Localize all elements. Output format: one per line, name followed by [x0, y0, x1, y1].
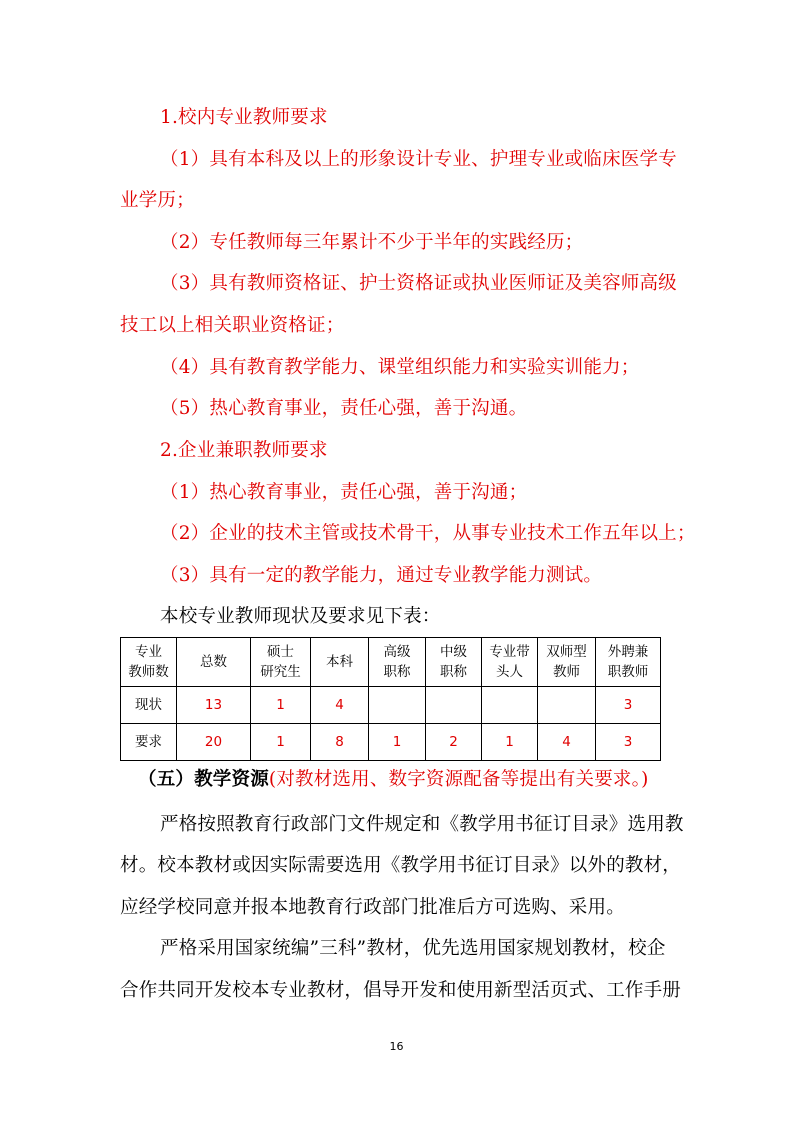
requirement-item: （1）热心教育事业，责任心强，善于沟通；	[160, 482, 528, 503]
section-note: (对教材选用、数字资源配备等提出有关要求。)	[268, 769, 649, 790]
table-cell: 4	[311, 687, 369, 724]
teacher-staff-table	[120, 637, 661, 761]
table-cell: 13	[177, 687, 251, 724]
requirement-item: （2）专任教师每三年累计不少于半年的实践经历；	[160, 232, 584, 253]
requirement-item: （5）热心教育事业，责任心强，善于沟通。	[160, 398, 528, 419]
table-row-required	[121, 724, 661, 761]
body-paragraph-line: 材。校本教材或因实际需要选用《教学用书征订目录》以外的教材，	[120, 855, 682, 876]
header-cell: 专业 教师数	[121, 638, 177, 687]
row-label: 要求	[121, 724, 177, 761]
header-cell: 专业带 头人	[482, 638, 538, 687]
requirement-item-continued: 业学历；	[120, 190, 195, 211]
table-header-row	[121, 638, 661, 687]
header-cell: 双师型 教师	[538, 638, 596, 687]
requirement-item: （4）具有教育教学能力、课堂组织能力和实验实训能力；	[160, 357, 640, 378]
page-number: 16	[389, 1040, 404, 1053]
header-cell: 硕士 研究生	[251, 638, 311, 687]
section-title: （五）教学资源	[138, 769, 269, 790]
header-cell: 外聘兼 职教师	[596, 638, 661, 687]
table-cell	[538, 687, 596, 724]
requirement-item-continued: 技工以上相关职业资格证；	[120, 315, 345, 336]
requirement-item: （1）具有本科及以上的形象设计专业、护理专业或临床医学专	[160, 149, 677, 170]
header-cell: 中级 职称	[426, 638, 482, 687]
requirement-item: （2）企业的技术主管或技术骨干，从事专业技术工作五年以上；	[160, 523, 696, 544]
requirement-item: （3）具有一定的教学能力，通过专业教学能力测试。	[160, 565, 603, 586]
header-cell: 总数	[177, 638, 251, 687]
body-paragraph-line: 严格采用国家统编”三科”教材，优先选用国家规划教材，校企	[160, 938, 666, 959]
table-cell: 20	[177, 724, 251, 761]
table-row-current	[121, 687, 661, 724]
table-cell: 3	[596, 724, 661, 761]
table-cell: 1	[482, 724, 538, 761]
body-paragraph-line: 严格按照教育行政部门文件规定和《教学用书征订目录》选用教	[160, 814, 684, 835]
header-cell: 高级 职称	[369, 638, 426, 687]
subheading-school-teachers: 1.校内专业教师要求	[160, 107, 328, 128]
header-cell: 本科	[311, 638, 369, 687]
table-cell: 1	[369, 724, 426, 761]
table-cell: 1	[251, 687, 311, 724]
requirement-item: （3）具有教师资格证、护士资格证或执业医师证及美容师高级	[160, 273, 677, 294]
table-cell: 3	[596, 687, 661, 724]
row-label: 现状	[121, 687, 177, 724]
table-cell: 2	[426, 724, 482, 761]
table-intro: 本校专业教师现状及要求见下表：	[160, 606, 441, 627]
table-cell	[369, 687, 426, 724]
table-cell: 4	[538, 724, 596, 761]
body-paragraph-line: 应经学校同意并报本地教育行政部门批准后方可选购、采用。	[120, 897, 625, 918]
section-heading	[138, 768, 718, 792]
table-cell: 1	[251, 724, 311, 761]
table-cell	[426, 687, 482, 724]
table-cell	[482, 687, 538, 724]
body-paragraph-line: 合作共同开发校本专业教材，倡导开发和使用新型活页式、工作手册	[120, 980, 682, 1001]
table-cell: 8	[311, 724, 369, 761]
subheading-enterprise-teachers: 2.企业兼职教师要求	[160, 440, 328, 461]
